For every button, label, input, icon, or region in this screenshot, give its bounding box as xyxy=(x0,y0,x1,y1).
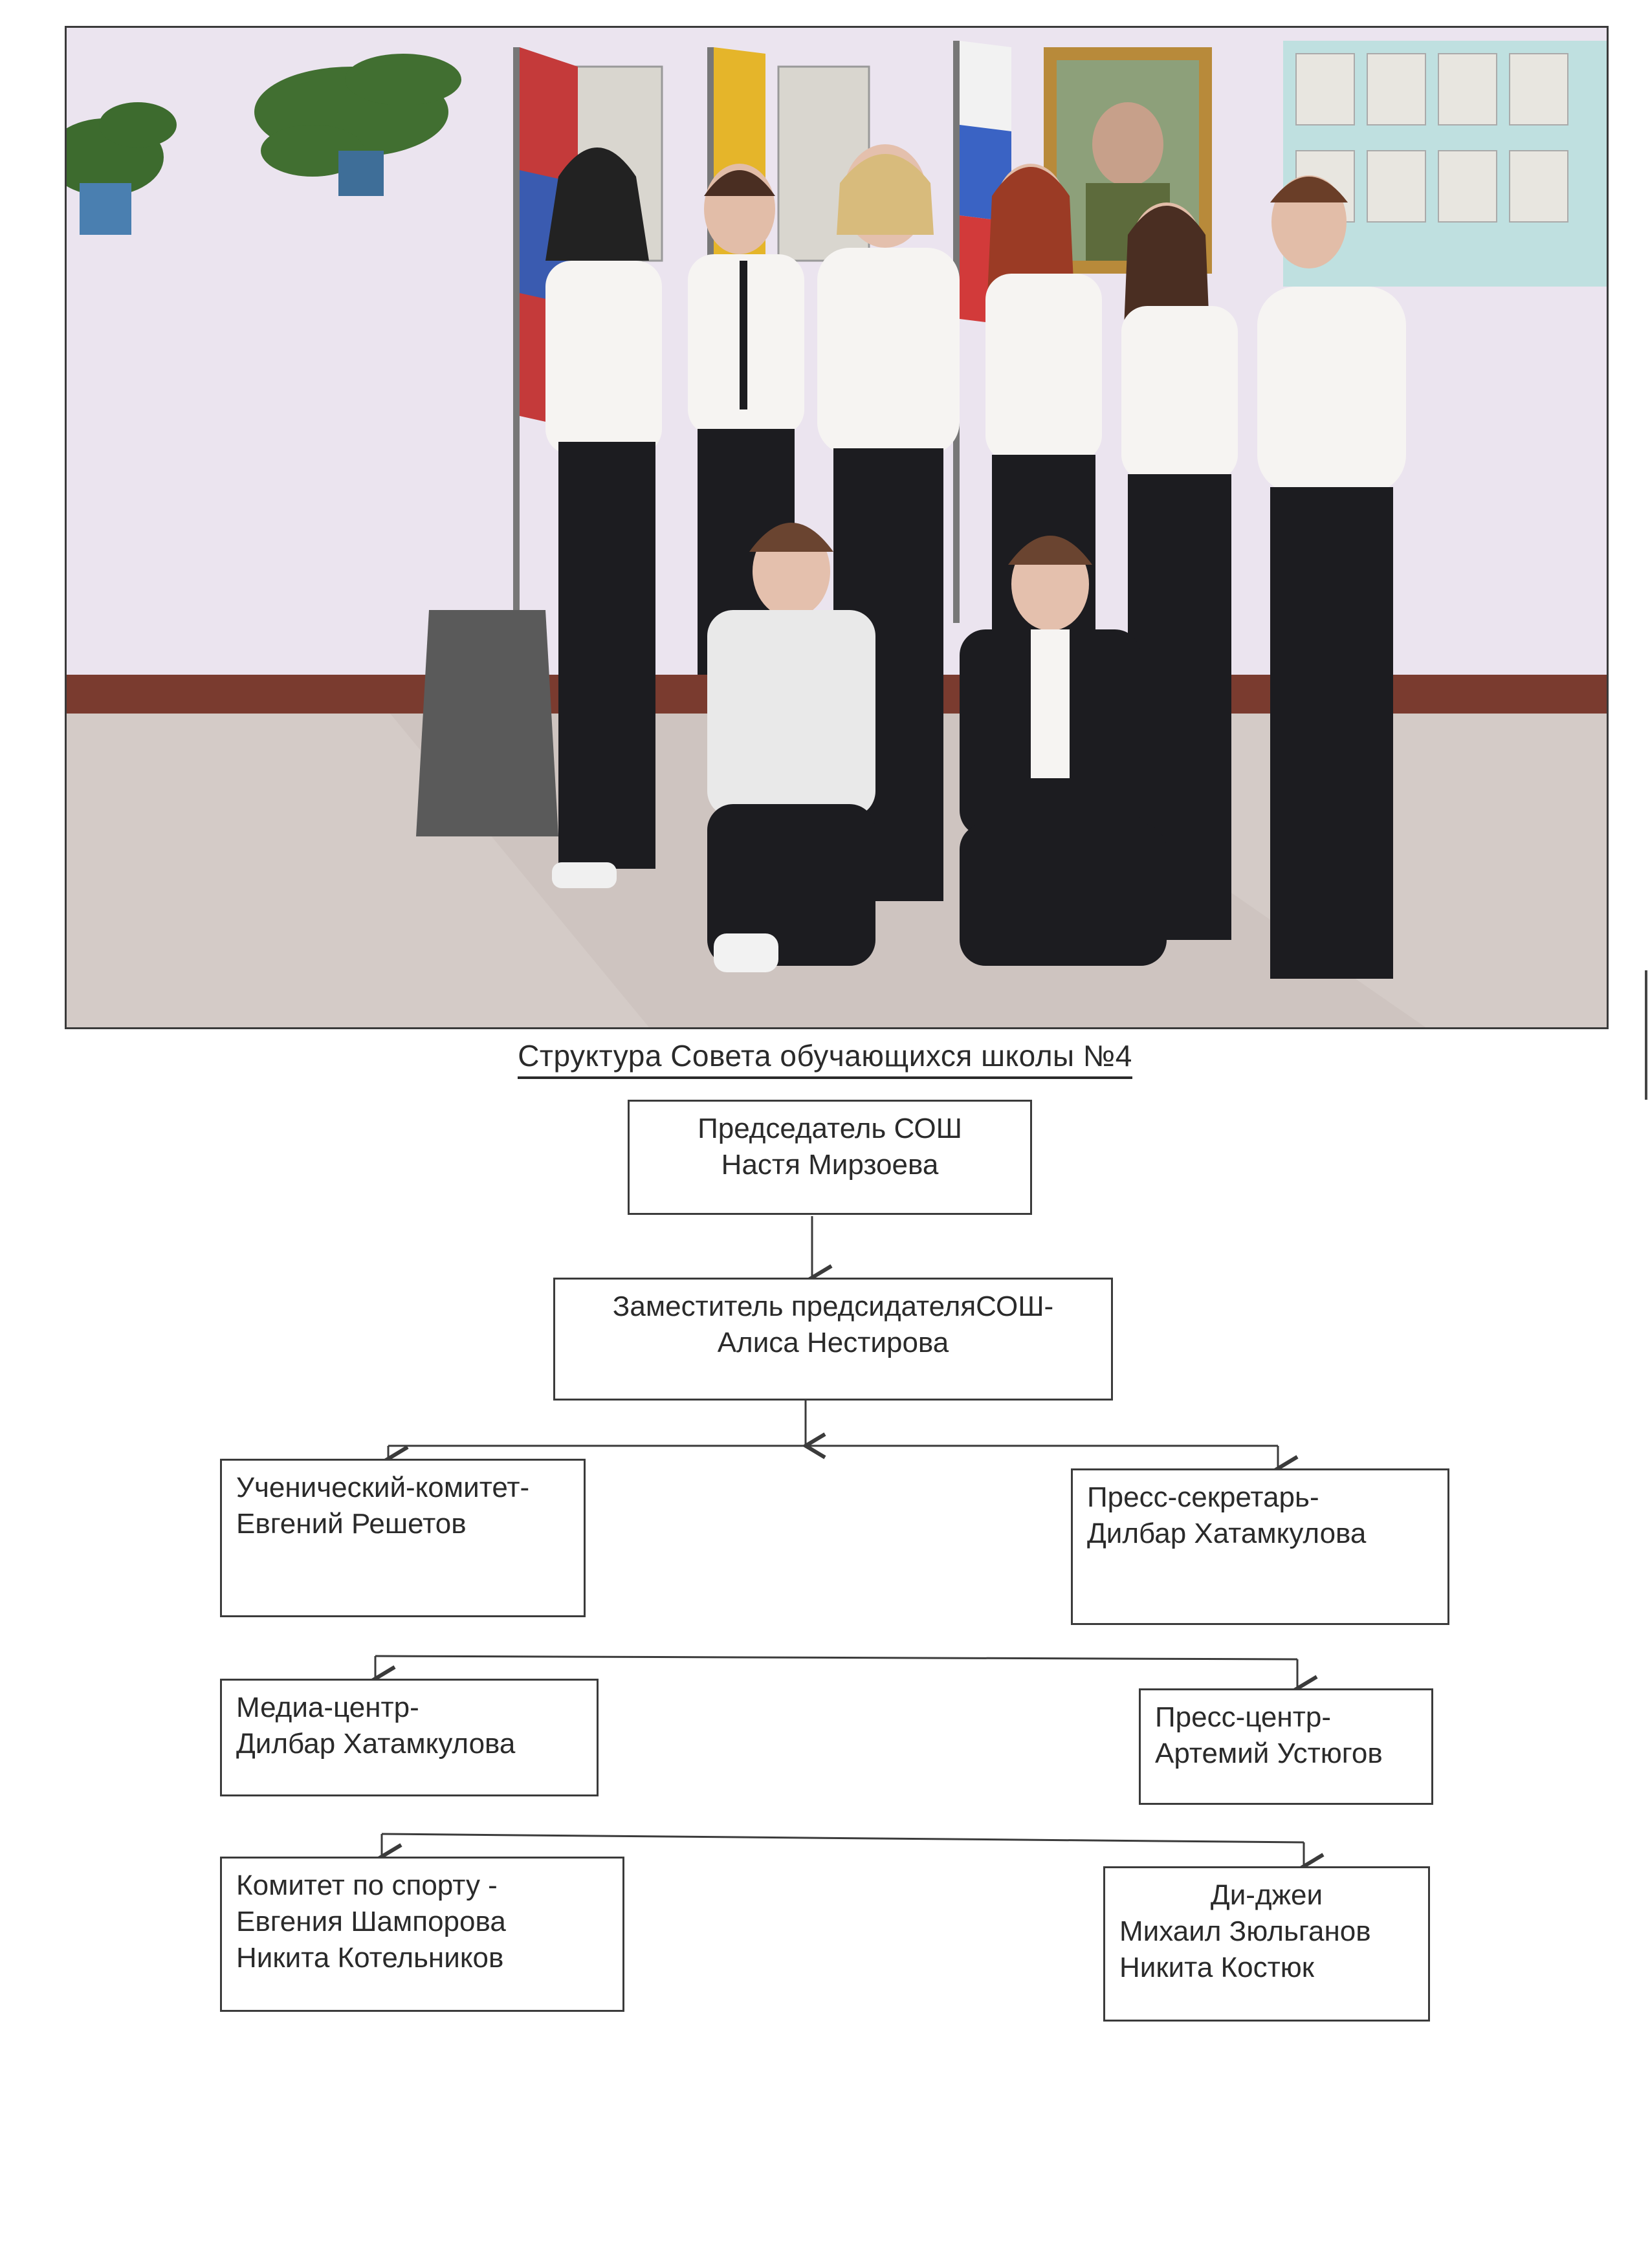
media-center-name: Дилбар Хатамкулова xyxy=(236,1728,516,1760)
sport-committee-member-1: Евгения Шампорова xyxy=(236,1906,506,1937)
press-center-role: Пресс-центр- xyxy=(1155,1701,1331,1733)
deputy-role: Заместитель предсидателяСОШ- xyxy=(612,1291,1054,1322)
scan-edge-mark xyxy=(1645,970,1647,1100)
press-secretary-name: Дилбар Хатамкулова xyxy=(1087,1518,1367,1549)
student-committee-name: Евгений Решетов xyxy=(236,1508,467,1540)
structure-title xyxy=(0,1038,1650,1073)
djs-box xyxy=(1103,1866,1430,2022)
media-center-role: Медиа-центр- xyxy=(236,1692,419,1723)
student-committee-role: Ученический-комитет- xyxy=(236,1472,530,1503)
line-level-3 xyxy=(382,1834,1304,1842)
media-center-box xyxy=(220,1679,599,1796)
group-photo xyxy=(65,26,1609,1029)
djs-member-2: Никита Костюк xyxy=(1119,1952,1315,1983)
sport-committee-member-2: Никита Котельников xyxy=(236,1942,504,1974)
line-level-2 xyxy=(375,1656,1297,1659)
sport-committee-role: Комитет по спорту - xyxy=(236,1870,498,1901)
chairman-role: Председатель СОШ xyxy=(698,1113,962,1144)
deputy-name: Алиса Нестирова xyxy=(717,1327,949,1358)
chairman-box xyxy=(628,1100,1032,1215)
group-photo-illustration xyxy=(67,28,1607,1027)
press-secretary-role: Пресс-секретарь- xyxy=(1087,1481,1319,1513)
deputy-box xyxy=(553,1278,1113,1401)
press-center-name: Артемий Устюгов xyxy=(1155,1738,1383,1769)
djs-member-1: Михаил Зюльганов xyxy=(1119,1915,1371,1947)
press-center-box xyxy=(1139,1688,1433,1805)
press-secretary-box xyxy=(1071,1468,1449,1625)
structure-title-text: Структура Совета обучающихся школы №4 xyxy=(518,1039,1132,1079)
chairman-name: Настя Мирзоева xyxy=(721,1149,939,1181)
sport-committee-box xyxy=(220,1857,624,2012)
djs-role: Ди-джеи xyxy=(1210,1879,1323,1911)
student-committee-box xyxy=(220,1459,586,1617)
